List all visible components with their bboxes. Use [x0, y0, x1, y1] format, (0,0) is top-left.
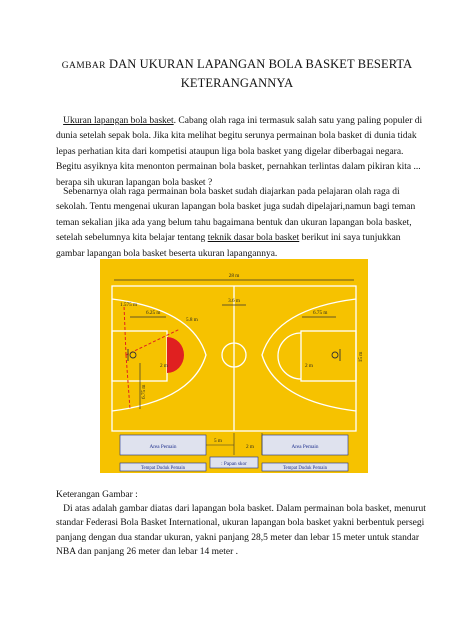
dim-6-75-side: 6.75 m: [141, 384, 147, 399]
link-teknik-dasar[interactable]: teknik dasar bola basket: [207, 233, 300, 244]
keterangan-body-text: Di atas adalah gambar diatas dari lapangan bola basket. Dalam permainan bola basket, menurut standar Federasi Bola Basket International, ukuran lapangan bola basket yakni berbentuk persegi panjang dengan dua standar ukuran, yakni panjang 28,5 meter dan lebar 15 meter untuk standar NBA dan panjang 26 meter dan lebar 14 meter .: [56, 504, 426, 557]
keterangan-body: [56, 502, 428, 559]
dim-5m: 5 m: [214, 438, 222, 444]
area-left-label: Area Pemain: [149, 444, 177, 450]
dim-length: 28 m: [228, 273, 240, 279]
dim-2-right: 2 m: [305, 363, 313, 369]
dim-15: 15 m: [358, 351, 364, 363]
dim-2m-bottom: 2 m: [246, 444, 254, 450]
dim-circle: 3.6 m: [228, 298, 240, 304]
page-title: [40, 56, 434, 92]
paragraph-second: [56, 185, 424, 262]
title-line2: KETERANGANNYA: [180, 76, 294, 90]
bottom-zone: [120, 433, 348, 471]
keterangan-section: [56, 488, 428, 559]
area-right-label: Area Pemain: [291, 444, 319, 450]
scorer-label: : Papan skor: [221, 461, 247, 467]
dim-3pt-left: 1.575 m: [120, 302, 138, 308]
dim-5-8: 5.8 m: [186, 317, 198, 323]
bench-right-label: Tempat Duduk Pemain: [282, 466, 328, 471]
paragraph-intro: [56, 114, 424, 191]
title-lead: GAMBAR: [61, 61, 106, 71]
dim-6-75: 6.75 m: [313, 310, 328, 316]
paragraph-intro-text: . Cabang olah raga ini termasuk salah satu yang paling populer di dunia setelah sepak bola. Jika kita melihat begitu serunya permainan bola basket di dunia tidak lepas perhatian kita dari kompetisi ataupun liga bola basket yang digelar diberbagai negara. Begitu asyiknya kita menonton permainan bola basket, pernahkan terlintas dalam pikiran kita ... berapa sih ukuran lapangan bola basket ?: [56, 116, 423, 188]
keterangan-heading: Keterangan Gambar :: [56, 490, 138, 500]
paragraph-second-after: berikut ini saya tunjukkan gambar lapangan bola basket beserta ukuran lapangannya.: [56, 233, 401, 259]
court-diagram: [100, 259, 368, 473]
dim-2-left: 2 m: [160, 363, 168, 369]
paragraph-second-before: Sebenarnya olah raga permainan bola basket sudah diajarkan pada pelajaran olah raga di sekolah. Tentu mengenai ukuran lapangan bola basket juga sudah dipelajari,namun bagi teman teman sekalian jika ada yang belum tahu bagaimana bentuk dan ukuran lapangan bola basket, setelah sebelumnya kita belajar tentang: [56, 187, 416, 244]
link-ukuran-lapangan[interactable]: Ukuran lapangan bola basket: [63, 116, 174, 126]
title-rest: DAN UKURAN LAPANGAN BOLA BASKET BESERTA: [105, 57, 413, 71]
bench-left-label: Tempat Duduk Pemain: [140, 466, 186, 471]
dim-6-25-left: 6.25 m: [146, 310, 161, 316]
